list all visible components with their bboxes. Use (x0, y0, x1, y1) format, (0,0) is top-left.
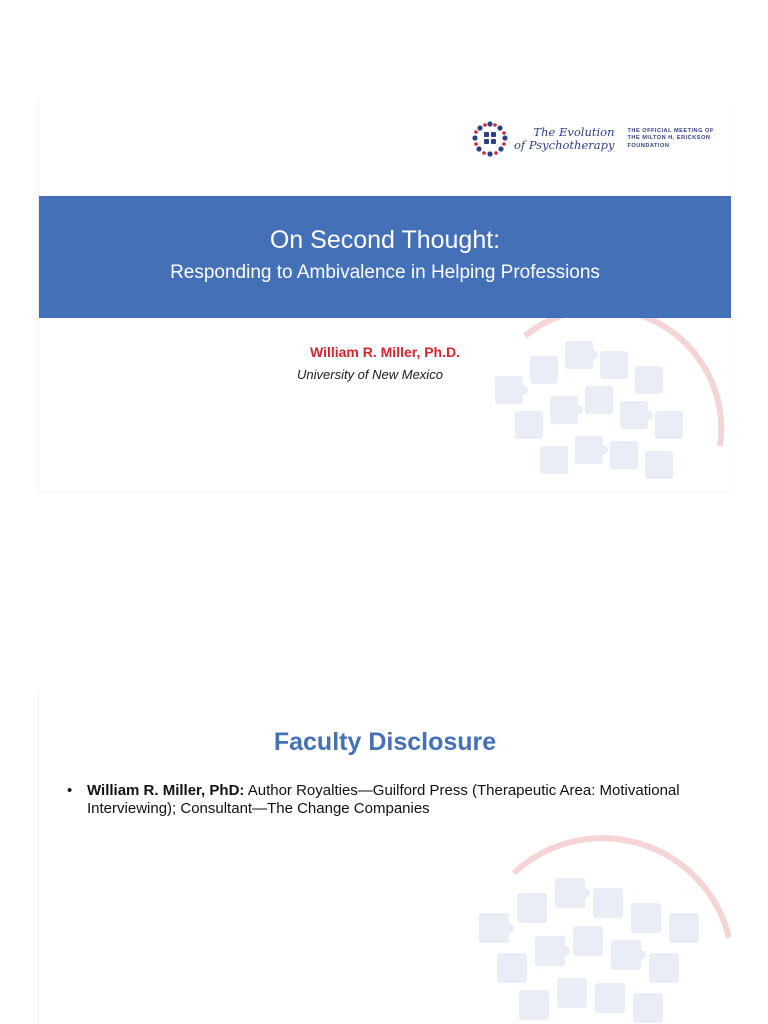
logo-wordmark (514, 126, 614, 152)
logo-foundation-line-1: THE OFFICIAL MEETING OF (627, 127, 714, 134)
logo-name-line-1: The Evolution (533, 125, 615, 139)
logo-name-line-2: of Psychotherapy (514, 138, 615, 152)
disclosure-heading: Faculty Disclosure (273, 728, 497, 756)
bullet-text (87, 782, 707, 818)
bullet-name: William R. Miller, PhD: (87, 782, 245, 799)
figures-circle-logo-icon (471, 120, 509, 158)
disclosure-bullet (67, 782, 707, 818)
slide-subtitle: Responding to Ambivalence in Helping Professions (170, 262, 600, 283)
author-name: William R. Miller, Ph.D. (309, 344, 460, 360)
disclosure-slide (38, 693, 731, 1024)
bullet-details: Author Royalties—Guilford Press (Therapeutic Area: Motivational Interviewing); Consultant—The Change Companies (87, 782, 680, 817)
title-band (39, 196, 731, 318)
logo-foundation-text (627, 128, 713, 151)
puzzle-globe-watermark (459, 818, 731, 1024)
slide-title: On Second Thought: (269, 226, 501, 254)
bullet-marker: • (67, 782, 73, 799)
evolution-logo (471, 119, 714, 159)
logo-foundation-line-3: FOUNDATION (627, 142, 670, 149)
author-affiliation: University of New Mexico (297, 367, 443, 382)
logo-foundation-line-2: THE MILTON H. ERICKSON (627, 135, 711, 142)
title-slide (38, 101, 731, 490)
puzzle-globe-watermark (485, 296, 731, 490)
